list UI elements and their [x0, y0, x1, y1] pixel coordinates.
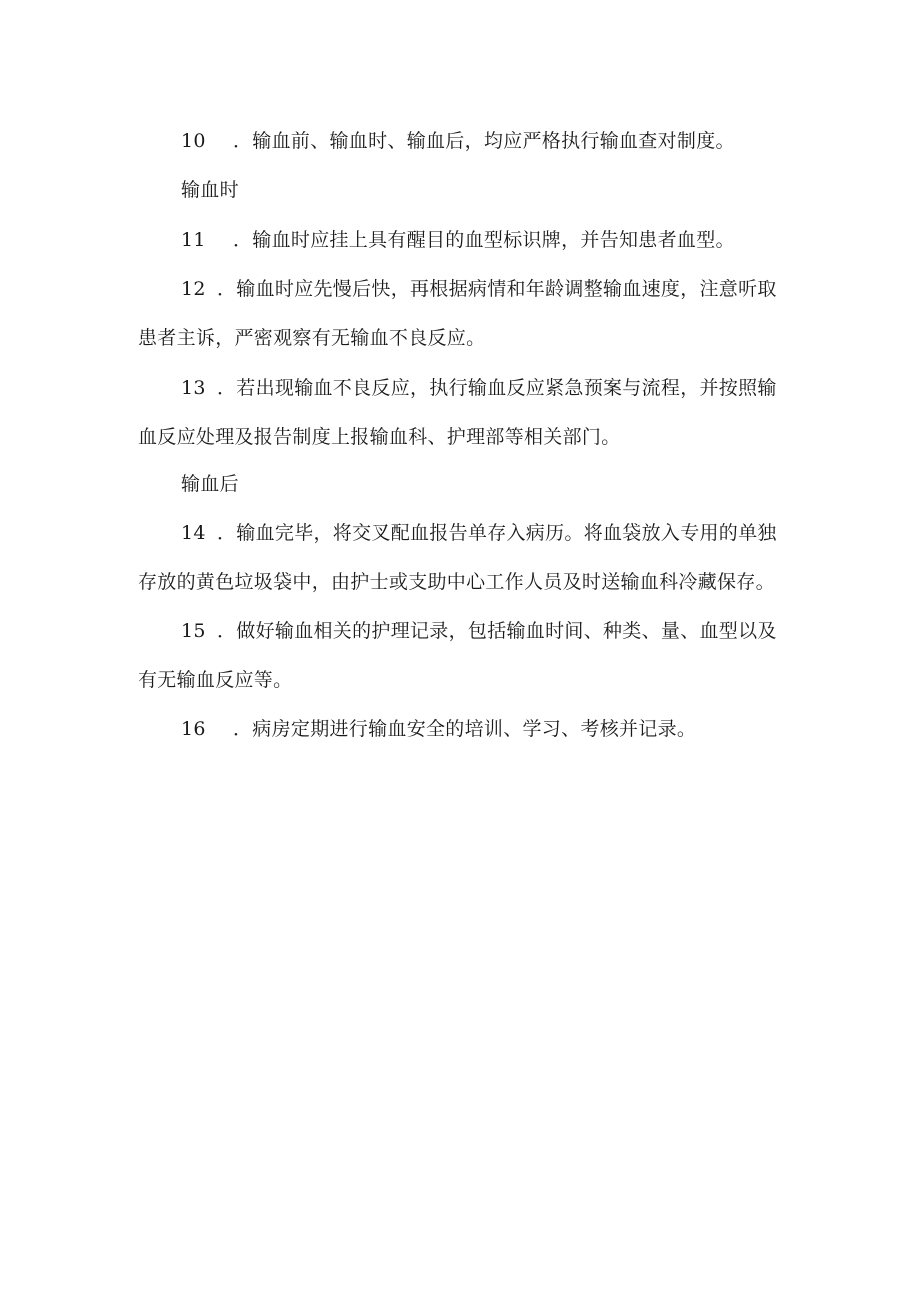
item-15	[181, 619, 777, 643]
item-text: ．做好输血相关的护理记录，包括输血时间、种类、量、血型以及	[217, 620, 777, 642]
item-12	[181, 277, 777, 301]
item-number: 11	[181, 229, 206, 251]
item-number: 12	[181, 278, 206, 300]
item-number: 10	[181, 130, 206, 152]
item-number: 15	[181, 620, 206, 642]
item-text: ．若出现输血不良反应，执行输血反应紧急预案与流程，并按照输	[217, 377, 777, 399]
item-number: 16	[181, 718, 206, 740]
item-13	[181, 376, 777, 400]
item-13-continuation: 血反应处理及报告制度上报输血科、护理部等相关部门。	[138, 426, 621, 448]
item-10	[181, 129, 735, 153]
item-12-continuation: 患者主诉，严密观察有无输血不良反应。	[138, 327, 486, 349]
section-heading-after: 输血后	[181, 473, 239, 495]
item-14-continuation: 存放的黄色垃圾袋中，由护士或支助中心工作人员及时送输血科冷藏保存。	[138, 571, 775, 593]
section-heading-during: 输血时	[181, 179, 239, 201]
item-number: 13	[181, 377, 206, 399]
item-14	[181, 521, 777, 545]
item-text: ．病房定期进行输血安全的培训、学习、考核并记录。	[233, 718, 697, 740]
item-text: ．输血时应先慢后快，再根据病情和年龄调整输血速度，注意听取	[217, 278, 777, 300]
item-15-continuation: 有无输血反应等。	[138, 669, 293, 691]
item-16	[181, 717, 696, 741]
item-text: ．输血时应挂上具有醒目的血型标识牌，并告知患者血型。	[233, 229, 735, 251]
item-number: 14	[181, 522, 206, 544]
item-text: ．输血完毕，将交叉配血报告单存入病历。将血袋放入专用的单独	[217, 522, 777, 544]
item-text: ．输血前、输血时、输血后，均应严格执行输血查对制度。	[233, 130, 735, 152]
item-11	[181, 228, 735, 252]
